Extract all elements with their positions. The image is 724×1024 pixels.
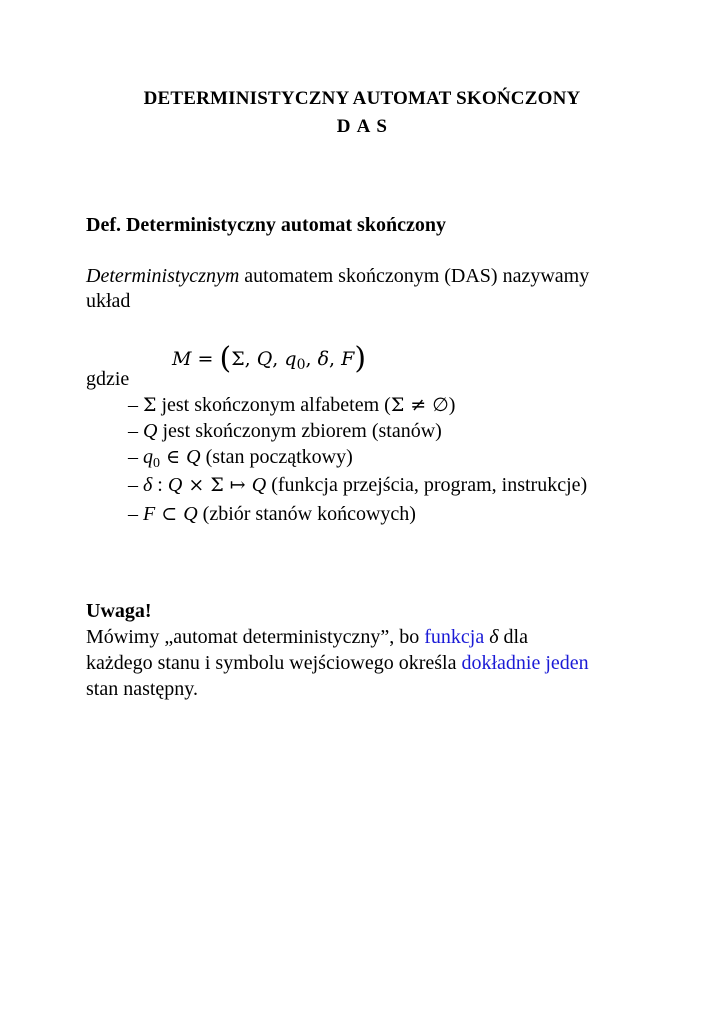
formula-comma: , — [272, 348, 285, 370]
list-dash: – — [128, 420, 143, 442]
symbol-subset: ⊂ — [155, 503, 184, 525]
definition-term: Deterministycznym — [86, 265, 240, 287]
formula-equals: = — [191, 348, 220, 370]
formula-q-subscript: 0 — [296, 357, 306, 373]
formula-q: q — [284, 348, 297, 370]
symbol-Q: Q — [183, 503, 198, 525]
note-text: dla — [503, 626, 528, 648]
definition-intro-line2: układ — [86, 290, 131, 312]
list-dash: – — [128, 446, 143, 468]
symbol-times: × — [182, 474, 211, 496]
note-line-3: stan następny. — [86, 678, 199, 700]
list-item-text: jest skończonym alfabetem ( — [156, 394, 391, 416]
formula-comma: , — [329, 348, 342, 370]
definition-intro-text: automatem skończonym (DAS) nazywamy — [239, 265, 590, 287]
list-dash: – — [128, 474, 143, 496]
list-item-initial-state — [128, 446, 353, 469]
note-highlight-function: funkcja — [424, 626, 485, 648]
document-title: DETERMINISTYCZNY AUTOMAT SKOŃCZONY — [143, 88, 581, 109]
definition-intro — [86, 265, 589, 288]
note-heading: Uwaga! — [86, 600, 152, 622]
list-item-text: jest skończonym zbiorem (stanów) — [157, 420, 442, 442]
note-text: każdego stanu i symbolu wejściowego określa — [86, 652, 462, 674]
formula-comma: , — [305, 348, 318, 370]
list-item-states — [128, 420, 442, 443]
formula-Q: Q — [256, 348, 273, 370]
formula-sigma: Σ — [231, 348, 245, 370]
symbol-q: q — [143, 446, 153, 468]
symbol-Q: Q — [251, 474, 267, 496]
note-delta-symbol: δ — [484, 626, 504, 648]
symbol-q-subscript: 0 — [153, 456, 160, 471]
formula-comma: , — [244, 348, 257, 370]
list-item-end: ) — [448, 394, 456, 416]
list-item-final-states — [128, 503, 416, 526]
symbol-element-of: ∈ — [160, 446, 187, 468]
symbol-sigma: Σ — [143, 394, 157, 416]
symbol-colon: : — [152, 474, 168, 496]
where-label: gdzie — [86, 368, 130, 390]
formula-close-paren: ) — [354, 341, 367, 376]
note-line-1 — [86, 626, 528, 649]
symbol-maps-to: ↦ — [223, 474, 252, 496]
symbol-Q: Q — [186, 446, 201, 468]
symbol-sigma: Σ — [210, 474, 224, 496]
list-item-text: (zbiór stanów końcowych) — [197, 503, 416, 525]
list-item-transition — [128, 474, 587, 497]
symbol-delta: δ — [143, 474, 153, 496]
definition-heading: Def. Deterministyczny automat skończony — [86, 214, 446, 236]
symbol-Q: Q — [167, 474, 183, 496]
formula-delta: δ — [317, 348, 330, 370]
note-line-2 — [86, 652, 589, 675]
formula-F: F — [341, 348, 355, 370]
symbol-F: F — [143, 503, 156, 525]
formula-M: M — [172, 348, 192, 370]
symbol-Q: Q — [143, 420, 158, 442]
document-subtitle: D A S — [336, 116, 388, 137]
list-dash: – — [128, 394, 143, 416]
automaton-formula — [172, 338, 367, 376]
note-highlight-exactly-one: dokładnie jeden — [461, 652, 589, 674]
note-text: Mówimy „automat deterministyczny”, bo — [86, 626, 425, 648]
list-item-alphabet — [128, 394, 455, 417]
list-dash: – — [128, 503, 143, 525]
list-item-text: (funkcja przejścia, program, instrukcje) — [266, 474, 588, 496]
formula-open-paren: ( — [219, 341, 232, 376]
symbol-sigma-nonempty: Σ ≠ ∅ — [390, 394, 449, 416]
list-item-text: (stan początkowy) — [200, 446, 353, 468]
